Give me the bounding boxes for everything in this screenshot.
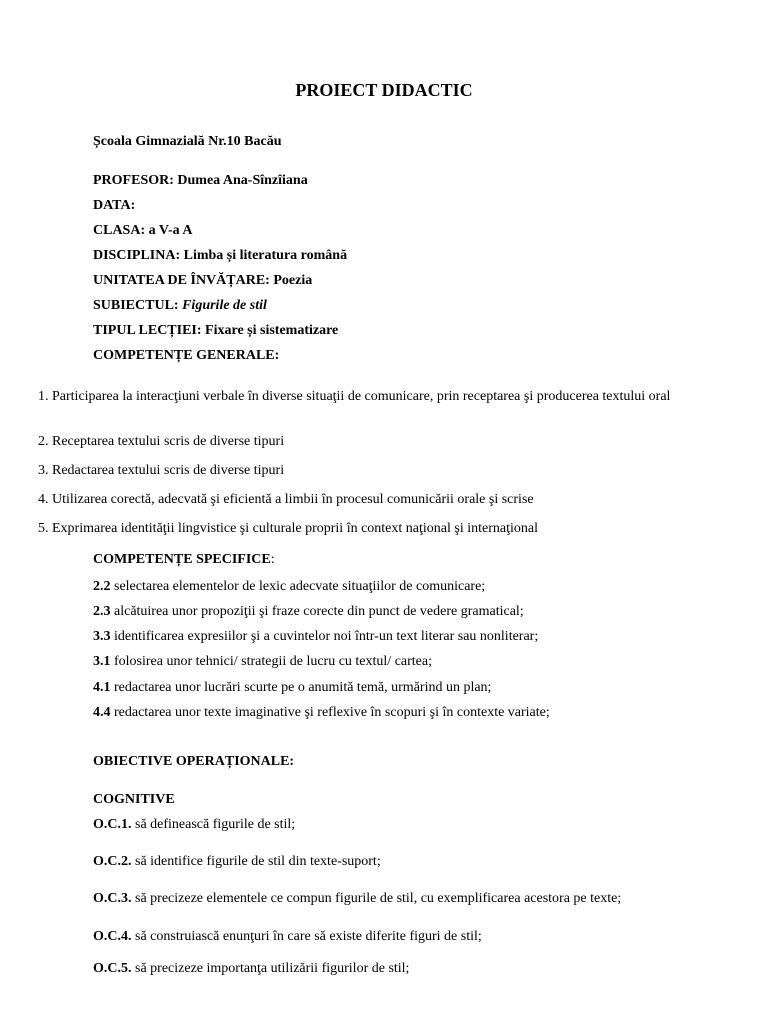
field-value: Fixare și sistematizare: [201, 323, 339, 338]
heading-text: COMPETENȚE SPECIFICE: [93, 552, 271, 567]
item-number: 3.3: [93, 629, 111, 644]
field-value: Dumea Ana-Sînzîiana: [173, 173, 308, 188]
document-title: PROIECT DIDACTIC: [295, 80, 473, 100]
item-number: 2.2: [93, 579, 111, 594]
field-label: SUBIECTUL:: [93, 298, 179, 313]
general-competence-item: 3. Redactarea textului scris de diverse tipuri: [38, 463, 285, 478]
general-competence-item: 4. Utilizarea corectă, adecvată şi eficientă a limbii în procesul comunicării orale şi scrise: [38, 492, 534, 507]
item-text: selectarea elementelor de lexic adecvate situaţiilor de comunicare;: [110, 579, 486, 594]
field-tipul-lectiei: [93, 322, 338, 340]
general-competences-heading: COMPETENȚE GENERALE:: [93, 348, 280, 363]
item-number: O.C.4.: [93, 929, 132, 944]
field-value: Figurile de stil: [178, 298, 267, 313]
item-number: O.C.1.: [93, 817, 132, 832]
specific-competence-item: [93, 704, 550, 722]
item-text: să precizeze elementele ce compun figurile de stil, cu exemplificarea acestora pe texte;: [131, 891, 622, 906]
field-label: DATA:: [93, 198, 136, 213]
heading-colon: :: [270, 552, 275, 567]
specific-competence-item: [93, 679, 491, 697]
objective-item: [93, 816, 295, 834]
school-name: Școala Gimnazială Nr.10 Bacău: [93, 134, 282, 149]
objectives-heading: OBIECTIVE OPERAȚIONALE:: [93, 754, 295, 769]
field-label: UNITATEA DE ÎNVĂȚARE:: [93, 273, 270, 288]
item-number: 4.4: [93, 705, 111, 720]
field-value: Limba și literatura română: [180, 248, 348, 263]
item-number: O.C.2.: [93, 854, 132, 869]
item-text: să definească figurile de stil;: [131, 817, 296, 832]
objective-item: [93, 928, 482, 946]
item-number: 4.1: [93, 680, 111, 695]
field-clasa: [93, 222, 192, 240]
general-competence-item: 1. Participarea la interacţiuni verbale în diverse situaţii de comunicare, prin receptarea şi producerea textului oral: [38, 389, 671, 404]
field-value: a V-a A: [145, 223, 193, 238]
specific-competence-item: [93, 578, 485, 596]
field-profesor: [93, 172, 308, 190]
objective-item: [93, 890, 621, 908]
objective-item: [93, 960, 409, 978]
objective-item: [93, 853, 381, 871]
item-text: redactarea unor texte imaginative şi reflexive în scopuri şi în contexte variate;: [110, 705, 550, 720]
cognitive-heading: COGNITIVE: [93, 792, 175, 807]
item-number: 2.3: [93, 604, 111, 619]
item-text: să identifice figurile de stil din texte-suport;: [131, 854, 381, 869]
field-data: [93, 197, 135, 215]
item-number: 3.1: [93, 654, 111, 669]
field-disciplina: [93, 247, 347, 265]
general-competence-item: 2. Receptarea textului scris de diverse tipuri: [38, 434, 285, 449]
specific-competence-item: [93, 653, 432, 671]
item-number: O.C.5.: [93, 961, 132, 976]
field-label: CLASA:: [93, 223, 146, 238]
field-value: Poezia: [269, 273, 313, 288]
item-text: să precizeze importanţa utilizării figurilor de stil;: [131, 961, 410, 976]
item-text: să construiască enunţuri în care să existe diferite figuri de stil;: [131, 929, 482, 944]
specific-competence-item: [93, 603, 524, 621]
specific-competences-heading: [93, 551, 275, 569]
field-unitatea: [93, 272, 312, 290]
item-text: identificarea expresiilor şi a cuvintelor noi într-un text literar sau nonliterar;: [110, 629, 539, 644]
field-label: DISCIPLINA:: [93, 248, 181, 263]
item-text: folosirea unor tehnici/ strategii de lucru cu textul/ cartea;: [110, 654, 432, 669]
general-competence-item: 5. Exprimarea identităţii lingvistice şi culturale proprii în context naţional şi internaţional: [38, 521, 538, 536]
field-subiectul: [93, 297, 267, 315]
field-label: TIPUL LECȚIEI:: [93, 323, 202, 338]
item-text: redactarea unor lucrări scurte pe o anumită temă, urmărind un plan;: [110, 680, 492, 695]
item-number: O.C.3.: [93, 891, 132, 906]
item-text: alcătuirea unor propoziţii şi fraze corecte din punct de vedere gramatical;: [110, 604, 524, 619]
field-label: PROFESOR:: [93, 173, 174, 188]
specific-competence-item: [93, 628, 538, 646]
